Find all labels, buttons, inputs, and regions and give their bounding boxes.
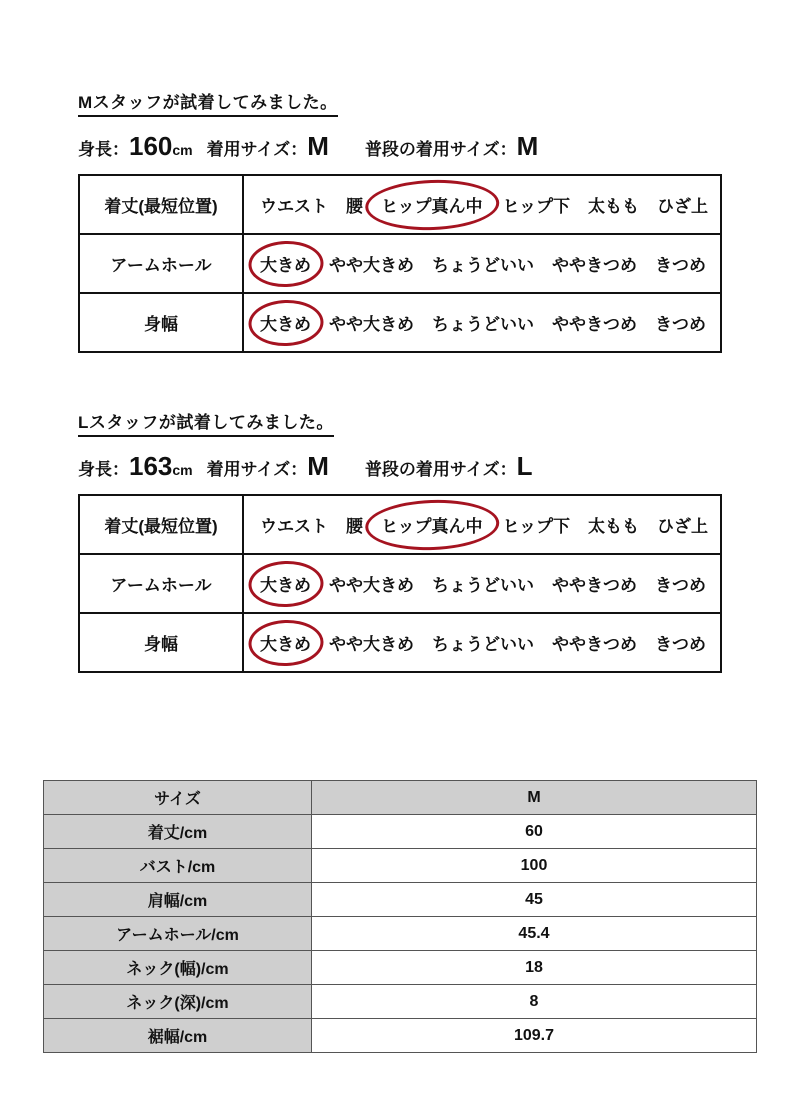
option-large-selected[interactable]: 大きめ [260,251,311,276]
row-label-length: 着丈(最短位置) [79,175,243,234]
option-just-right[interactable]: ちょうどいい [432,315,534,334]
table-row [44,985,757,1019]
staff-meta-line [78,133,722,160]
spec-value-neck-depth: 8 [312,985,757,1019]
staff-review-heading: Lスタッフが試着してみました。 [78,408,334,437]
option-slightly-tight[interactable]: ややきつめ [552,315,637,334]
option-mid-hip-selected[interactable]: ヒップ真ん中 [381,512,483,537]
worn-size-value: M [307,451,329,481]
option-mid-hip-selected[interactable]: ヒップ真ん中 [381,192,483,217]
row-options-length [243,495,721,554]
staff-review-table [78,494,722,673]
option-waist[interactable]: ウエスト [260,517,328,536]
table-row [79,554,721,613]
option-large-selected[interactable]: 大きめ [260,630,311,655]
staff-meta-line [78,453,722,480]
row-label-body-width: 身幅 [79,613,243,672]
staff-review-table [78,174,722,353]
option-thigh[interactable]: 太もも [588,197,639,216]
spec-value-neck-width: 18 [312,951,757,985]
row-label-armhole: アームホール [79,554,243,613]
worn-size-value: M [307,131,329,161]
table-row [79,613,721,672]
option-hip-bone[interactable]: 腰 [346,197,363,216]
row-options-armhole [243,234,721,293]
table-header-row [44,781,757,815]
usual-size-value: M [516,131,539,161]
row-options-length [243,175,721,234]
table-row [79,175,721,234]
height-unit: cm [172,142,193,158]
option-thigh[interactable]: 太もも [588,517,639,536]
spec-label-hem-width: 裾幅/cm [44,1019,312,1053]
height-unit: cm [172,462,193,478]
option-just-right[interactable]: ちょうどいい [432,576,534,595]
height-label: 身長： [78,140,129,159]
table-row [44,951,757,985]
table-row [79,234,721,293]
row-label-length: 着丈(最短位置) [79,495,243,554]
row-label-armhole: アームホール [79,234,243,293]
table-row [44,883,757,917]
usual-size-value: L [516,451,533,481]
height-value: 160 [129,131,173,161]
option-waist[interactable]: ウエスト [260,197,328,216]
row-label-body-width: 身幅 [79,293,243,352]
staff-review-block-m [78,88,722,353]
option-slightly-tight[interactable]: ややきつめ [552,256,637,275]
spec-value-length: 60 [312,815,757,849]
option-large-selected[interactable]: 大きめ [260,310,311,335]
option-below-hip[interactable]: ヒップ下 [502,197,570,216]
option-slightly-large[interactable]: やや大きめ [329,635,414,654]
row-options-armhole [243,554,721,613]
option-below-hip[interactable]: ヒップ下 [502,517,570,536]
spec-label-neck-width: ネック(幅)/cm [44,951,312,985]
size-spec-table [43,780,757,1053]
spec-value-hem-width: 109.7 [312,1019,757,1053]
spec-label-length: 着丈/cm [44,815,312,849]
option-large-selected[interactable]: 大きめ [260,571,311,596]
table-row [44,849,757,883]
option-hip-bone[interactable]: 腰 [346,517,363,536]
option-above-knee[interactable]: ひざ上 [657,197,708,216]
table-row [44,1019,757,1053]
staff-review-heading: Mスタッフが試着してみました。 [78,88,338,117]
option-tight[interactable]: きつめ [655,256,706,275]
row-options-body-width [243,613,721,672]
staff-review-block-l [78,408,722,673]
table-row [79,495,721,554]
option-just-right[interactable]: ちょうどいい [432,256,534,275]
spec-header-m: M [312,781,757,815]
spec-value-armhole: 45.4 [312,917,757,951]
spec-header-size: サイズ [44,781,312,815]
option-slightly-large[interactable]: やや大きめ [329,576,414,595]
height-value: 163 [129,451,173,481]
spec-label-armhole: アームホール/cm [44,917,312,951]
option-slightly-tight[interactable]: ややきつめ [552,635,637,654]
worn-size-label: 着用サイズ： [206,460,308,479]
table-row [79,293,721,352]
row-options-body-width [243,293,721,352]
table-row [44,917,757,951]
worn-size-label: 着用サイズ： [206,140,308,159]
option-tight[interactable]: きつめ [655,315,706,334]
size-spec-table-wrap [43,780,757,1053]
option-slightly-large[interactable]: やや大きめ [329,315,414,334]
usual-size-label: 普段の着用サイズ： [364,140,517,159]
spec-value-shoulder: 45 [312,883,757,917]
spec-value-bust: 100 [312,849,757,883]
option-just-right[interactable]: ちょうどいい [432,635,534,654]
option-slightly-tight[interactable]: ややきつめ [552,576,637,595]
usual-size-label: 普段の着用サイズ： [364,460,517,479]
spec-label-neck-depth: ネック(深)/cm [44,985,312,1019]
option-above-knee[interactable]: ひざ上 [657,517,708,536]
spec-label-shoulder: 肩幅/cm [44,883,312,917]
height-label: 身長： [78,460,129,479]
option-slightly-large[interactable]: やや大きめ [329,256,414,275]
option-tight[interactable]: きつめ [655,635,706,654]
spec-label-bust: バスト/cm [44,849,312,883]
table-row [44,815,757,849]
option-tight[interactable]: きつめ [655,576,706,595]
